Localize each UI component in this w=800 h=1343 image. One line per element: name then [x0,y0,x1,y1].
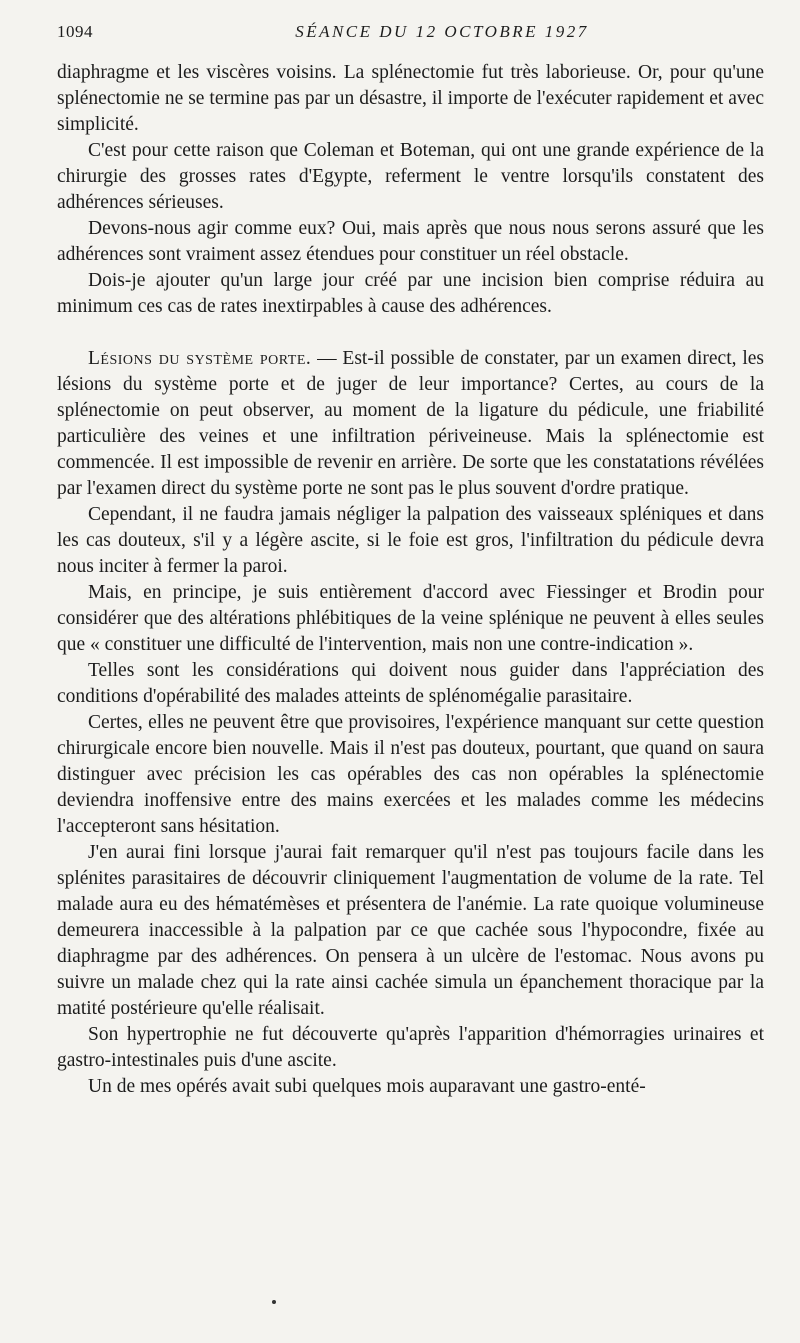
section-paragraph [57,346,764,502]
paragraph: diaphragme et les viscères voisins. La splénectomie fut très laborieuse. Or, pour qu'une splénectomie ne se termine pas par un désastre, il importe de l'exécuter rapidement et avec simplicité. [57,62,764,135]
running-title: SÉANCE DU 12 OCTOBRE 1927 [295,22,589,41]
paragraph: Mais, en principe, je suis entièrement d'accord avec Fiessinger et Brodin pour considérer que des altérations phlébitiques de la veine splénique ne peuvent à elles seules que « constituer une difficulté de l'intervention, mais non une contre-indication ». [57,582,764,655]
ink-speck [272,1300,276,1304]
paragraph: C'est pour cette raison que Coleman et Boteman, qui ont une grande expérience de la chirurgie des grosses rates d'Egypte, referment le ventre lorsqu'ils constatent des adhérences sérieuses. [57,140,764,213]
section-text: — Est-il possible de constater, par un examen direct, les lésions du système porte et de juger de leur importance? Certes, au cours de la splénectomie on peut observer, au moment de la ligature du pédicule, une friabilité particulière des veines et une infiltration périveineuse. Mais la splénectomie est commencée. Il est impossible de revenir en arrière. De sorte que les constatations révélées par l'examen direct du système porte ne sont pas le plus souvent d'ordre pratique. [57,348,764,499]
paragraph: Certes, elles ne peuvent être que provisoires, l'expérience manquant sur cette question chirurgicale encore bien nouvelle. Mais il n'est pas douteux, pourtant, que quand on saura distinguer avec précision les cas opérables des cas non opérables la splénectomie deviendra inoffensive entre des mains exercées et les malades comme les médecins l'accepteront sans hésitation. [57,712,764,837]
page-number: 1094 [57,22,93,41]
paragraph: Son hypertrophie ne fut découverte qu'après l'apparition d'hémorragies urinaires et gastro-intestinales puis d'une ascite. [57,1024,764,1071]
paragraph: Cependant, il ne faudra jamais négliger la palpation des vaisseaux spléniques et dans les cas douteux, s'il y a légère ascite, si le foie est gros, l'infiltration du pédicule devra nous inciter à fermer la paroi. [57,504,764,577]
paragraph: Devons-nous agir comme eux? Oui, mais après que nous nous serons assuré que les adhérences sont vraiment assez étendues pour constituer un réel obstacle. [57,218,764,265]
paragraph: Telles sont les considérations qui doivent nous guider dans l'appréciation des conditions d'opérabilité des malades atteints de splénomégalie parasitaire. [57,660,764,707]
page-header [57,22,767,48]
paragraph: Un de mes opérés avait subi quelques mois auparavant une gastro-enté- [88,1076,646,1097]
body-text [57,60,764,1100]
paragraph: Dois-je ajouter qu'un large jour créé par une incision bien comprise réduira au minimum ces cas de rates inextirpables à cause des adhérences. [57,270,764,317]
paragraph: J'en aurai fini lorsque j'aurai fait remarquer qu'il n'est pas toujours facile dans les splénites parasitaires de découvrir cliniquement l'augmentation de volume de la rate. Tel malade aura eu des hématémèses et présentera de l'anémie. La rate quoique volumineuse demeurera inaccessible à la palpation par ce que cachée sous l'hypocondre, fixée au diaphragme par des adhérences. On pensera à un ulcère de l'estomac. Nous avons pu suivre un malade chez qui la rate ainsi cachée simula un épanchement thoracique par la matité postérieure qu'elle réalisait. [57,842,764,1019]
section-heading: Lésions du système porte. [88,348,312,369]
